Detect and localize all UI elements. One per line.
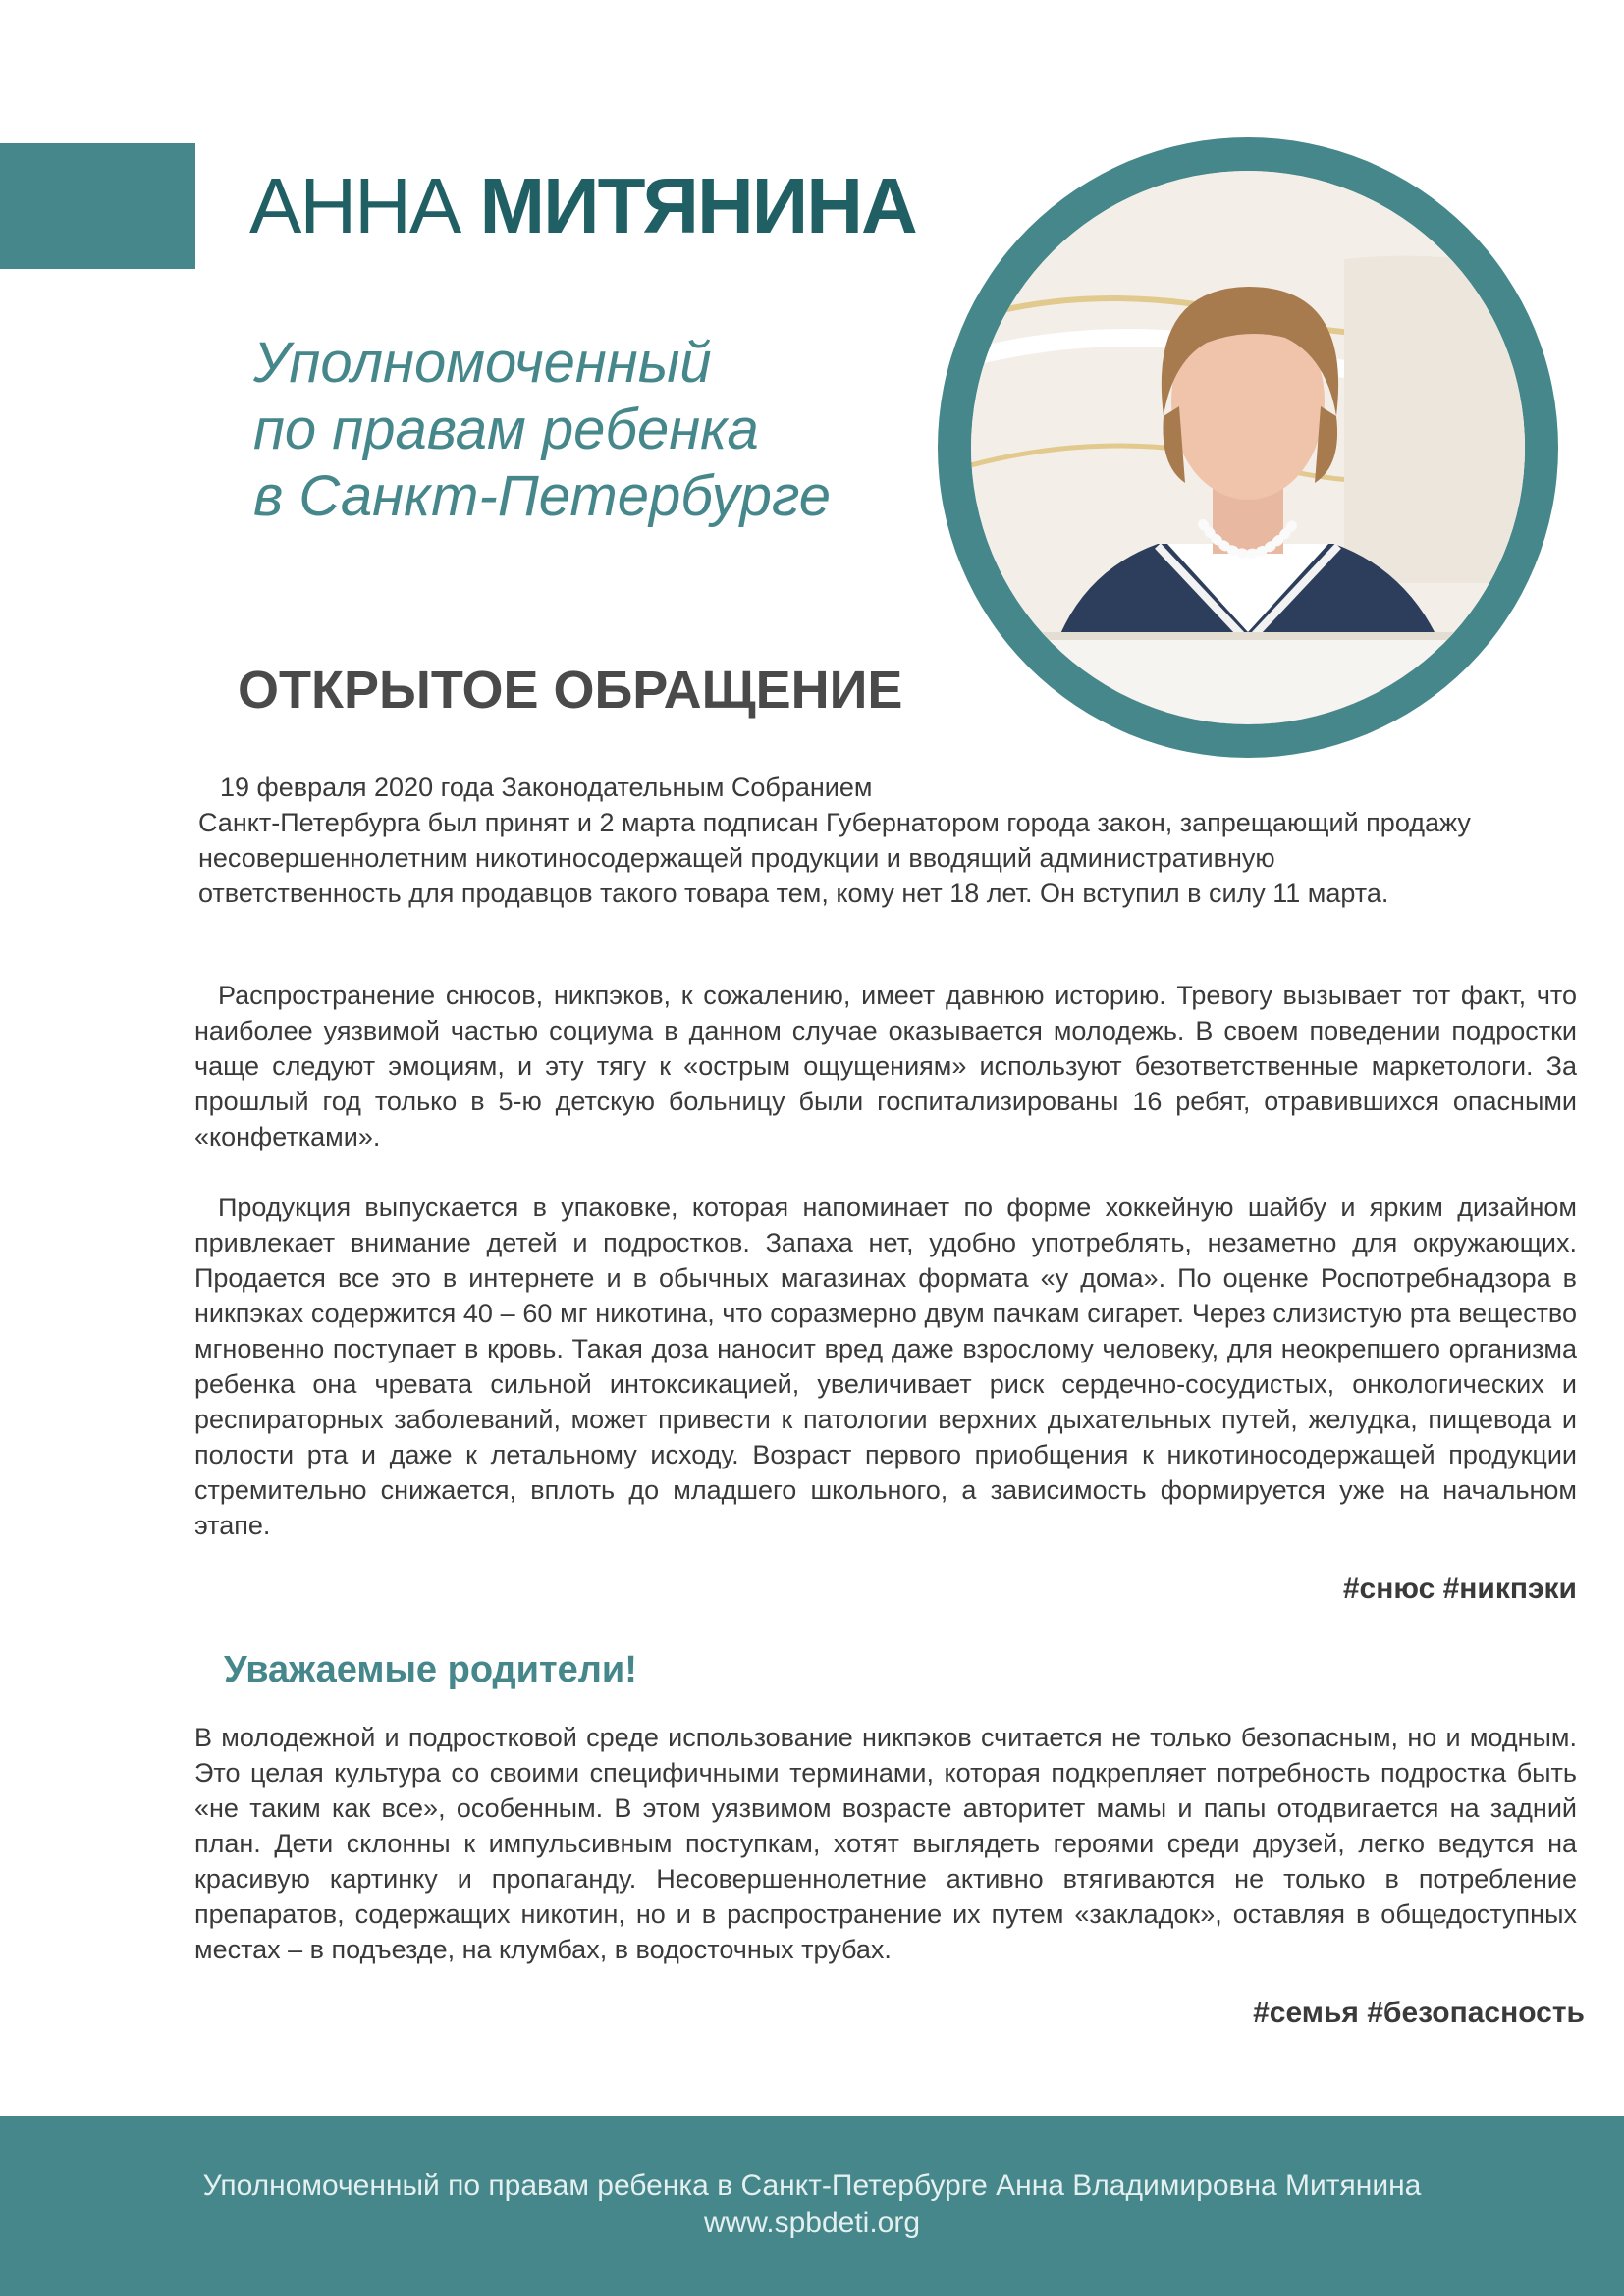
footer-author: Уполномоченный по правам ребенка в Санкт-Петербурге Анна Владимировна Митянина (202, 2169, 1422, 2202)
paragraph-1-text: Распространение снюсов, никпэков, к сожалению, имеет давнюю историю. Тревогу вызывает тот факт, что наиболее уязвимой частью социума в данном случае оказывается молодежь. В своем поведении подростки чаще следуют эмоциям, и эту тягу к «острым ощущениям» используют безответственные маркетологи. За прошлый год только в 5-ю детскую больницу были госпитализированы 16 ребят, отравившихся опасными «конфетками». (194, 981, 1577, 1151)
first-name: АННА (249, 162, 460, 249)
portrait-photo (971, 171, 1525, 724)
role-line-1: Уполномоченный (253, 331, 712, 395)
subheading: Уважаемые родители! (224, 1649, 637, 1690)
paragraph-3 (194, 1720, 1577, 1967)
paragraph-3-text: В молодежной и подростковой среде использование никпэков считается не только безопасным, но и модным. Это целая культура со своими специфичными терминами, которая подкрепляет потребность подростка быть «не таким как все», особенным. В этом уязвимом возрасте авторитет мамы и папы отодвигается на задний план. Дети склонны к импульсивным поступкам, хотят выглядеть героями среди друзей, легко ведутся на красивую картинку и пропаганду. Несовершеннолетние активно втягиваются не только в потребление препаратов, содержащих никотин, но и в распространение их путем «закладок», оставляя в общедоступных местах – в подъезде, на клумбах, в водосточных трубах. (194, 1723, 1577, 1964)
paragraph-2-text: Продукция выпускается в упаковке, которая напоминает по форме хоккейную шайбу и ярким дизайном привлекает внимание детей и подростков. Запаха нет, удобно употреблять, незаметно для окружающих. Продается все это в интернете и в обычных магазинах формата «у дома». По оценке Роспотребнадзора в никпэках содержится 40 – 60 мг никотина, что соразмерно двум пачкам сигарет. Через слизистую рта вещество мгновенно поступает в кровь. Такая доза наносит вред даже взрослому человеку, для неокрепшего организма ребенка она чревата сильной интоксикацией, увеличивает риск сердечно-сосудистых, онкологических и респираторных заболеваний, может привести к патологии верхних дыхательных путей, желудка, пищевода и полости рта и даже к летальному исходу. Возраст первого приобщения к никотиносодержащей продукции стремительно снижается, вплоть до младшего школьного, а зависимость формируется уже на начальном этапе. (194, 1193, 1577, 1540)
footer-website[interactable]: www.spbdeti.org (703, 2207, 921, 2239)
role-line-3: в Санкт-Петербурге (253, 464, 832, 528)
last-name: МИТЯНИНА (479, 162, 916, 249)
page-title: ОТКРЫТОЕ ОБРАЩЕНИЕ (238, 661, 903, 720)
intro-line-4: ответственность для продавцов такого товара тем, кому нет 18 лет. Он вступил в силу 11 марта. (198, 879, 1389, 908)
author-role (253, 330, 941, 530)
accent-block (0, 143, 195, 269)
footer (0, 2116, 1624, 2296)
portrait-frame (938, 137, 1558, 758)
paragraph-2 (194, 1190, 1577, 1543)
role-line-2: по правам ребенка (253, 398, 759, 461)
intro-line-2: Санкт-Петербурга был принят и 2 марта подписан Губернатором города закон, запрещающий продажу (198, 808, 1471, 837)
hashtags-2: #семья #безопасность (1253, 1997, 1585, 2029)
author-name (249, 159, 916, 253)
paragraph-1 (194, 978, 1577, 1154)
intro-text (198, 770, 1593, 911)
intro-line-3: несовершеннолетним никотиносодержащей продукции и вводящий административную (198, 843, 1275, 873)
hashtags-1: #снюс #никпэки (1342, 1573, 1577, 1605)
intro-line-1: 19 февраля 2020 года Законодательным Собранием (220, 773, 873, 802)
